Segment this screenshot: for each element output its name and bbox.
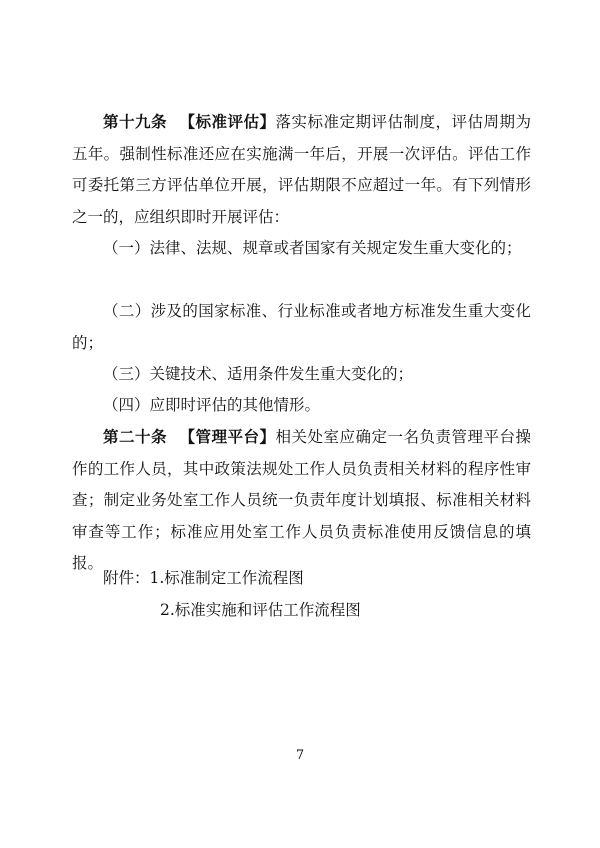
article-19-tag: 【标准评估】 (179, 113, 276, 131)
article-20-text: 相关处室应确定一名负责管理平台操作的工作人员，其中政策法规处工作人员负责相关材料的程序性审查；制定业务处室工作人员统一负责年度计划填报、标准相关材料审查等工作；标准应用处室工作人员负责标准使用反馈信息的填报。 (72, 428, 531, 572)
article-20-heading: 第二十条 (103, 428, 167, 446)
attachment-item-1: 1.标准制定工作流程图 (149, 569, 304, 587)
article-19-heading: 第十九条 (103, 113, 167, 131)
article-19-item-2: （二）涉及的国家标准、行业标准或者地方标准发生重大变化的； (72, 302, 531, 352)
article-20-paragraph (72, 422, 531, 580)
article-19-item-3: （三）关键技术、适用条件发生重大变化的； (103, 365, 414, 383)
article-19-paragraph (72, 107, 531, 233)
article-19-text: 落实标准定期评估制度，评估周期为五年。强制性标准还应在实施满一年后，开展一次评估。评估工作可委托第三方评估单位开展，评估期限不应超过一年。有下列情形之一的，应组织即时开展评估： (72, 113, 531, 226)
article-19-item-1: （一）法律、法规、规章或者国家有关规定发生重大变化的； (103, 239, 522, 257)
article-20-tag: 【管理平台】 (179, 428, 276, 446)
attachments-line-1 (103, 563, 304, 595)
attachments-label: 附件： (103, 569, 150, 587)
page-number: 7 (295, 748, 305, 763)
attachment-item-2: 2.标准实施和评估工作流程图 (160, 601, 361, 619)
article-19-item-4: （四）应即时评估的其他情形。 (103, 396, 321, 414)
